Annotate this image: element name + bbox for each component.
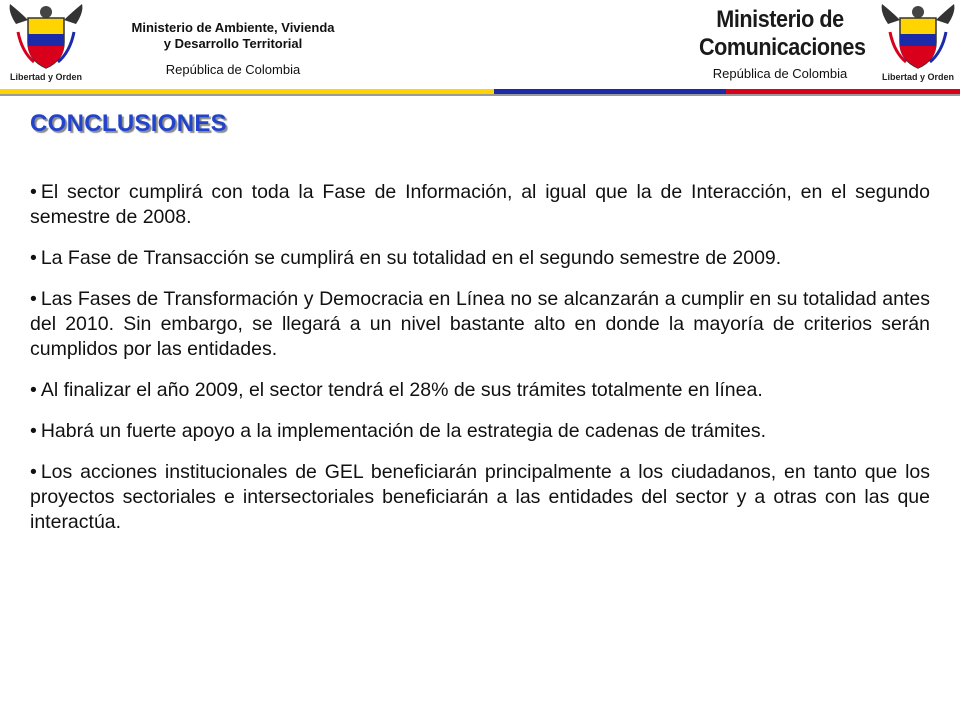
right-ministry-name (690, 6, 870, 81)
bullet-icon: • (30, 379, 37, 401)
header-divider (0, 94, 960, 96)
conclusion-text: Los acciones institucionales de GEL beneficiarán principalmente a los ciudadanos, en tanto que los proyectos sectoriales e intersectoriales beneficiarán a las entidades del sector y a otras con las que interactúa. (30, 461, 930, 533)
right-ministry-line1: Ministerio de (716, 6, 844, 33)
conclusions-list (30, 180, 930, 551)
left-ministry-country: República de Colombia (165, 62, 301, 77)
left-crest-motto: Libertad y Orden (9, 72, 82, 82)
bullet-icon: • (30, 247, 37, 269)
conclusion-item-1 (30, 180, 930, 230)
left-ministry-line2: y Desarrollo Territorial (163, 36, 303, 51)
conclusion-text: Las Fases de Transformación y Democracia en Línea no se alcanzarán a cumplir en su totalidad antes del 2010. Sin embargo, se llegará a un nivel bastante alto en donde la mayoría de criterios serán cumplidos por las entidades. (30, 288, 930, 360)
right-crest-motto: Libertad y Orden (881, 72, 954, 82)
conclusion-item-2 (30, 246, 930, 271)
coat-of-arms-icon (878, 2, 958, 72)
bullet-icon: • (30, 181, 37, 203)
conclusion-item-6 (30, 460, 930, 535)
conclusion-item-4 (30, 378, 930, 403)
conclusion-item-3 (30, 287, 930, 362)
conclusion-text: La Fase de Transacción se cumplirá en su totalidad en el segundo semestre de 2009. (40, 247, 782, 269)
right-ministry-line2: Comunicaciones (699, 34, 866, 61)
conclusion-text: Habrá un fuerte apoyo a la implementación de la estrategia de cadenas de trámites. (40, 420, 767, 442)
left-ministry-line1: Ministerio de Ambiente, Vivienda (131, 20, 335, 35)
conclusion-text: Al finalizar el año 2009, el sector tendrá el 28% de sus trámites totalmente en línea. (40, 379, 763, 401)
slide-title: CONCLUSIONES (30, 110, 227, 137)
colombia-coat-of-arms-left (6, 2, 86, 88)
coat-of-arms-icon (6, 2, 86, 72)
bullet-icon: • (30, 461, 37, 483)
conclusion-text: El sector cumplirá con toda la Fase de Información, al igual que la de Interacción, en el segundo semestre de 2008. (30, 181, 930, 228)
conclusion-item-5 (30, 419, 930, 444)
left-ministry-name (100, 20, 366, 77)
bullet-icon: • (30, 420, 37, 442)
colombia-coat-of-arms-right (878, 2, 958, 88)
slide-header (0, 0, 960, 96)
bullet-icon: • (30, 288, 37, 310)
right-ministry-country: República de Colombia (712, 66, 848, 81)
